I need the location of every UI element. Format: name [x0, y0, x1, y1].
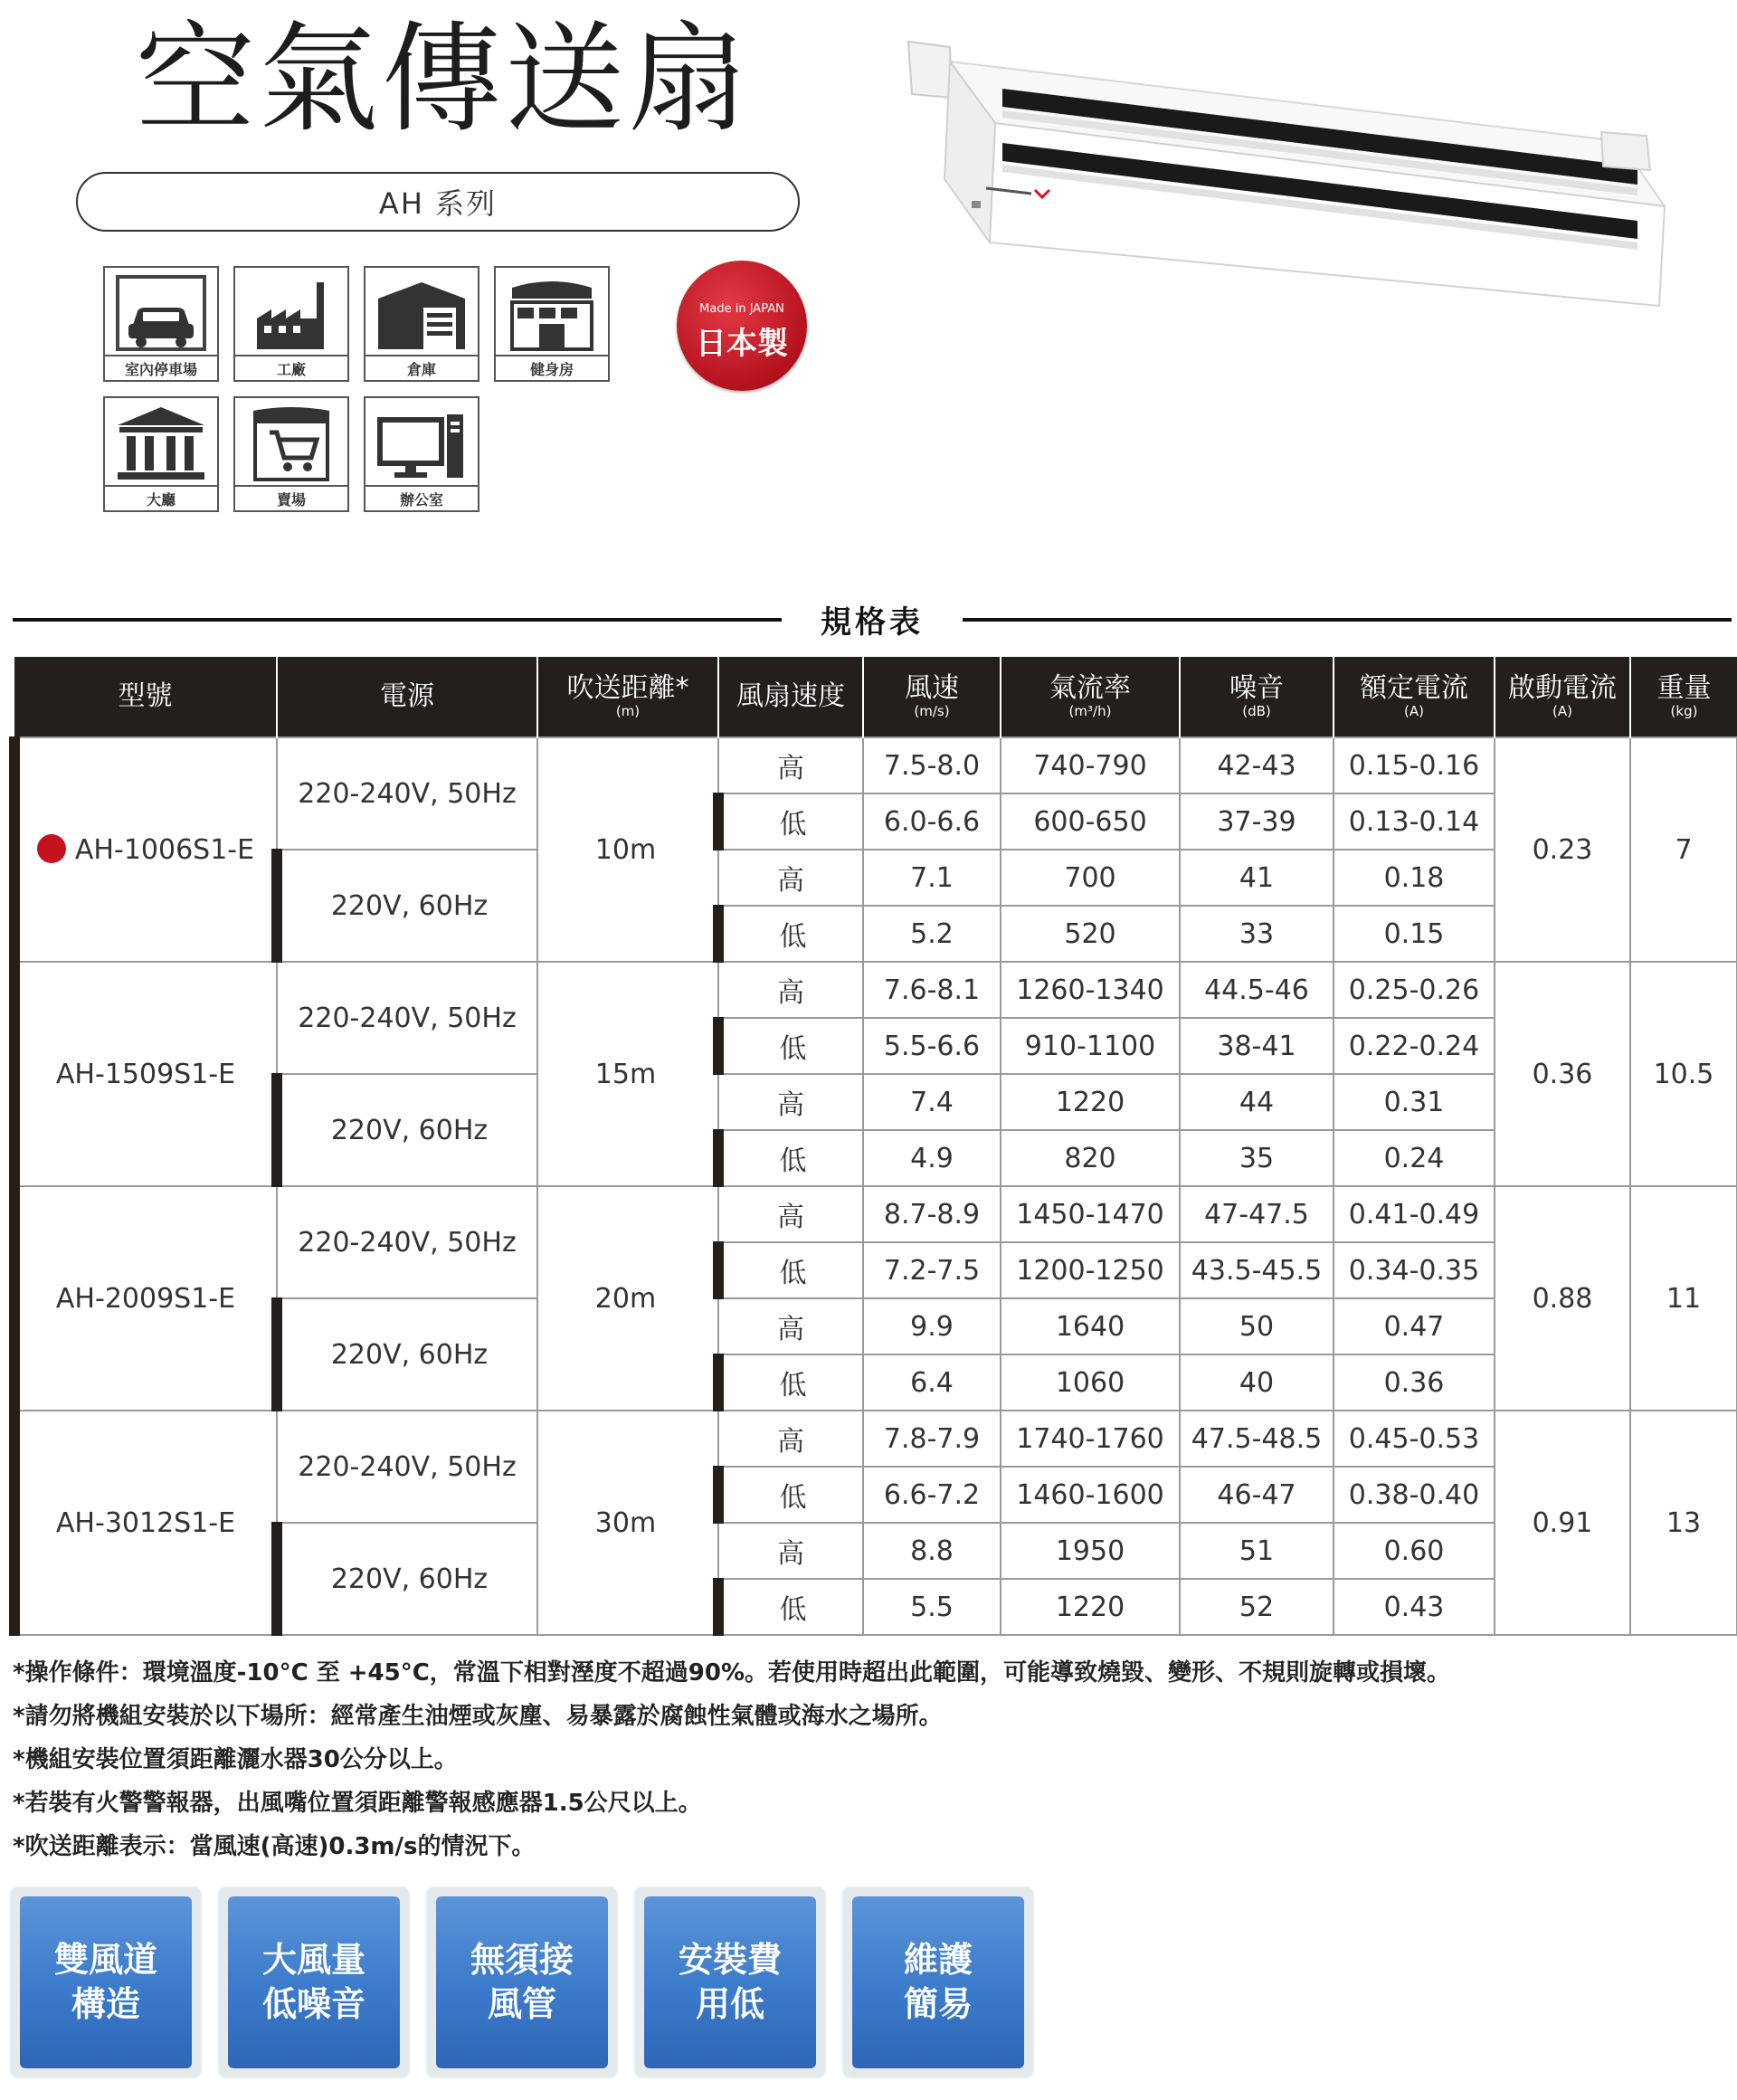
velocity-cell: 7.4 [863, 1074, 1001, 1130]
made-in-japan-badge [677, 261, 807, 391]
velocity-cell: 7.6-8.1 [863, 962, 1001, 1018]
feature-badge [843, 1887, 1033, 2077]
power-cell: 220V, 60Hz [277, 1523, 537, 1635]
note-line: *機組安裝位置須距離灑水器30公分以上。 [13, 1746, 458, 1773]
start-current-cell: 0.88 [1495, 1186, 1630, 1411]
airflow-cell: 1260-1340 [1001, 962, 1180, 1018]
velocity-cell: 5.5 [863, 1579, 1001, 1635]
fan-speed-cell: 高 [718, 962, 863, 1018]
weight-cell: 7 [1630, 737, 1737, 962]
airflow-cell: 1060 [1001, 1354, 1180, 1411]
airflow-cell: 520 [1001, 906, 1180, 962]
rated-current-cell: 0.38-0.40 [1334, 1467, 1495, 1523]
fan-speed-cell: 低 [718, 1130, 863, 1186]
velocity-cell: 6.6-7.2 [863, 1467, 1001, 1523]
velocity-cell: 7.5-8.0 [863, 737, 1001, 793]
rated-current-cell: 0.45-0.53 [1334, 1411, 1495, 1467]
warehouse-icon [369, 271, 474, 351]
distance-cell: 20m [537, 1186, 718, 1411]
start-current-cell: 0.91 [1495, 1411, 1630, 1635]
start-current-cell: 0.36 [1495, 962, 1630, 1186]
power-cell: 220V, 60Hz [277, 1074, 537, 1186]
airflow-cell: 1950 [1001, 1523, 1180, 1579]
airflow-cell: 740-790 [1001, 737, 1180, 793]
airflow-cell: 1460-1600 [1001, 1467, 1180, 1523]
weight-cell: 13 [1630, 1411, 1737, 1635]
noise-cell: 41 [1180, 850, 1334, 906]
noise-cell: 42-43 [1180, 737, 1334, 793]
fan-speed-cell: 高 [718, 1411, 863, 1467]
app-label: 賣場 [235, 485, 347, 510]
app-label: 健身房 [496, 355, 608, 380]
noise-cell: 43.5-45.5 [1180, 1242, 1334, 1298]
noise-cell: 52 [1180, 1579, 1334, 1635]
feature-line: 雙風道 [53, 1939, 157, 1980]
rated-current-cell: 0.60 [1334, 1523, 1495, 1579]
header-weight: 重量 (kg) [1630, 657, 1737, 737]
air-transfer-fan-image [896, 34, 1674, 324]
airflow-cell: 910-1100 [1001, 1018, 1180, 1074]
airflow-cell: 1640 [1001, 1298, 1180, 1354]
app-icon-tile [494, 266, 610, 382]
noise-cell: 47-47.5 [1180, 1186, 1334, 1242]
velocity-cell: 9.9 [863, 1298, 1001, 1354]
noise-cell: 47.5-48.5 [1180, 1411, 1334, 1467]
spec-heading-text: 規格表 [821, 604, 924, 641]
app-icon-tile [103, 396, 219, 512]
velocity-cell: 4.9 [863, 1130, 1001, 1186]
rated-current-cell: 0.13-0.14 [1334, 793, 1495, 850]
feature-badge [635, 1887, 825, 2077]
badge-en-text: Made in JAPAN [699, 302, 784, 316]
shopping-cart-icon [239, 402, 344, 481]
feature-badge [11, 1887, 201, 2077]
model-name: AH-2009S1-E [55, 1282, 236, 1315]
feature-line: 構造 [71, 1984, 140, 2024]
rated-current-cell: 0.18 [1334, 850, 1495, 906]
noise-cell: 44.5-46 [1180, 962, 1334, 1018]
header-noise: 噪音 (dB) [1180, 657, 1334, 737]
model-cell [14, 962, 277, 1186]
app-label: 辦公室 [365, 485, 478, 510]
series-label: AH 系列 [76, 172, 800, 232]
noise-cell: 35 [1180, 1130, 1334, 1186]
velocity-cell: 8.8 [863, 1523, 1001, 1579]
spec-row [14, 1411, 1737, 1467]
model-name: AH-1006S1-E [74, 833, 255, 866]
spec-row [14, 737, 1737, 793]
feature-line: 簡易 [903, 1984, 973, 2024]
distance-cell: 10m [537, 737, 718, 962]
model-name: AH-1509S1-E [55, 1058, 236, 1090]
power-cell: 220-240V, 50Hz [277, 737, 537, 850]
feature-line: 安裝費 [678, 1939, 782, 1980]
fan-speed-cell: 低 [718, 906, 863, 962]
distance-cell: 30m [537, 1411, 718, 1635]
note-line: *若裝有火警警報器，出風嘴位置須距離警報感應器1.5公尺以上。 [13, 1790, 702, 1817]
power-cell: 220-240V, 50Hz [277, 962, 537, 1074]
rated-current-cell: 0.24 [1334, 1130, 1495, 1186]
noise-cell: 37-39 [1180, 793, 1334, 850]
model-cell [14, 1411, 277, 1635]
noise-cell: 51 [1180, 1523, 1334, 1579]
weight-cell: 10.5 [1630, 962, 1737, 1186]
airflow-cell: 820 [1001, 1130, 1180, 1186]
velocity-cell: 6.0-6.6 [863, 793, 1001, 850]
rated-current-cell: 0.47 [1334, 1298, 1495, 1354]
fan-speed-cell: 高 [718, 1523, 863, 1579]
rated-current-cell: 0.34-0.35 [1334, 1242, 1495, 1298]
header-model: 型號 [14, 657, 277, 737]
header-rated-current: 額定電流 (A) [1334, 657, 1495, 737]
garage-car-icon [109, 271, 214, 351]
gym-storefront-icon [499, 271, 604, 351]
feature-badge [427, 1887, 617, 2077]
noise-cell: 44 [1180, 1074, 1334, 1130]
fan-speed-cell: 高 [718, 1074, 863, 1130]
fan-speed-cell: 低 [718, 793, 863, 850]
feature-line: 維護 [903, 1939, 973, 1980]
velocity-cell: 5.2 [863, 906, 1001, 962]
velocity-cell: 7.1 [863, 850, 1001, 906]
airflow-cell: 1220 [1001, 1074, 1180, 1130]
feature-line: 大風量 [261, 1939, 365, 1980]
header-airflow: 氣流率 (m³/h) [1001, 657, 1180, 737]
app-icon-tile [233, 396, 349, 512]
badge-jp-text: 日本製 [696, 326, 788, 362]
power-cell: 220V, 60Hz [277, 850, 537, 962]
velocity-cell: 7.8-7.9 [863, 1411, 1001, 1467]
header-distance: 吹送距離* (m) [537, 657, 718, 737]
rated-current-cell: 0.22-0.24 [1334, 1018, 1495, 1074]
power-cell: 220-240V, 50Hz [277, 1186, 537, 1298]
rated-current-cell: 0.15-0.16 [1334, 737, 1495, 793]
rated-current-cell: 0.36 [1334, 1354, 1495, 1411]
distance-cell: 15m [537, 962, 718, 1186]
spec-table [9, 657, 1737, 1636]
noise-cell: 38-41 [1180, 1018, 1334, 1074]
spec-header-row [14, 657, 1737, 737]
model-cell [14, 1186, 277, 1411]
spec-row [14, 962, 1737, 1018]
noise-cell: 50 [1180, 1298, 1334, 1354]
fan-speed-cell: 高 [718, 1298, 863, 1354]
noise-cell: 46-47 [1180, 1467, 1334, 1523]
airflow-cell: 600-650 [1001, 793, 1180, 850]
rated-current-cell: 0.31 [1334, 1074, 1495, 1130]
notes [13, 1651, 1732, 1868]
airflow-cell: 700 [1001, 850, 1180, 906]
power-cell: 220-240V, 50Hz [277, 1411, 537, 1523]
heading-rule-right [963, 618, 1732, 622]
fan-speed-cell: 高 [718, 850, 863, 906]
app-icon-tile [364, 266, 479, 382]
weight-cell: 11 [1630, 1186, 1737, 1411]
app-label: 倉庫 [365, 355, 478, 380]
feature-line: 用低 [695, 1984, 764, 2024]
feature-badge [219, 1887, 409, 2077]
airflow-cell: 1450-1470 [1001, 1186, 1180, 1242]
feature-line: 低噪音 [261, 1984, 365, 2024]
spec-body [14, 737, 1737, 1635]
velocity-cell: 8.7-8.9 [863, 1186, 1001, 1242]
app-label: 工廠 [235, 355, 347, 380]
fan-speed-cell: 低 [718, 1354, 863, 1411]
fan-speed-cell: 低 [718, 1579, 863, 1635]
page-title: 空氣傳送扇 [136, 10, 751, 149]
hall-pillars-icon [109, 402, 214, 481]
rated-current-cell: 0.43 [1334, 1579, 1495, 1635]
app-icon-tile [233, 266, 349, 382]
rated-current-cell: 0.41-0.49 [1334, 1186, 1495, 1242]
app-icon-tile [364, 396, 479, 512]
velocity-cell: 7.2-7.5 [863, 1242, 1001, 1298]
fan-speed-cell: 低 [718, 1242, 863, 1298]
factory-icon [239, 271, 344, 351]
app-label: 室內停車場 [105, 355, 217, 380]
feature-line: 風管 [487, 1984, 556, 2024]
airflow-cell: 1220 [1001, 1579, 1180, 1635]
office-computer-icon [369, 402, 474, 481]
model-cell [14, 737, 277, 962]
spec-heading [13, 597, 1732, 642]
fan-speed-cell: 低 [718, 1018, 863, 1074]
note-line: *請勿將機組安裝於以下場所：經常產生油煙或灰塵、易暴露於腐蝕性氣體或海水之場所。 [13, 1703, 943, 1730]
spec-row [14, 1186, 1737, 1242]
fan-speed-cell: 低 [718, 1467, 863, 1523]
feature-line: 無須接 [470, 1939, 574, 1980]
velocity-cell: 5.5-6.6 [863, 1018, 1001, 1074]
app-icon-tile [103, 266, 219, 382]
airflow-cell: 1200-1250 [1001, 1242, 1180, 1298]
fan-speed-cell: 高 [718, 737, 863, 793]
rated-current-cell: 0.25-0.26 [1334, 962, 1495, 1018]
rated-current-cell: 0.15 [1334, 906, 1495, 962]
airflow-cell: 1740-1760 [1001, 1411, 1180, 1467]
noise-cell: 40 [1180, 1354, 1334, 1411]
model-name: AH-3012S1-E [55, 1506, 236, 1539]
noise-cell: 33 [1180, 906, 1334, 962]
app-label: 大廳 [105, 485, 217, 510]
fan-speed-cell: 高 [718, 1186, 863, 1242]
highlight-dot [37, 834, 66, 863]
start-current-cell: 0.23 [1495, 737, 1630, 962]
header-power: 電源 [277, 657, 537, 737]
header-velocity: 風速 (m/s) [863, 657, 1001, 737]
header-fan-speed: 風扇速度 [718, 657, 863, 737]
velocity-cell: 6.4 [863, 1354, 1001, 1411]
header-start-current: 啟動電流 (A) [1495, 657, 1630, 737]
note-line: *吹送距離表示：當風速(高速)0.3m/s的情況下。 [13, 1833, 536, 1860]
power-cell: 220V, 60Hz [277, 1298, 537, 1411]
note-line: *操作條件：環境溫度-10°C 至 +45°C，常溫下相對溼度不超過90%。若使用時超出此範圍，可能導致燒毀、變形、不規則旋轉或損壞。 [13, 1659, 1451, 1687]
